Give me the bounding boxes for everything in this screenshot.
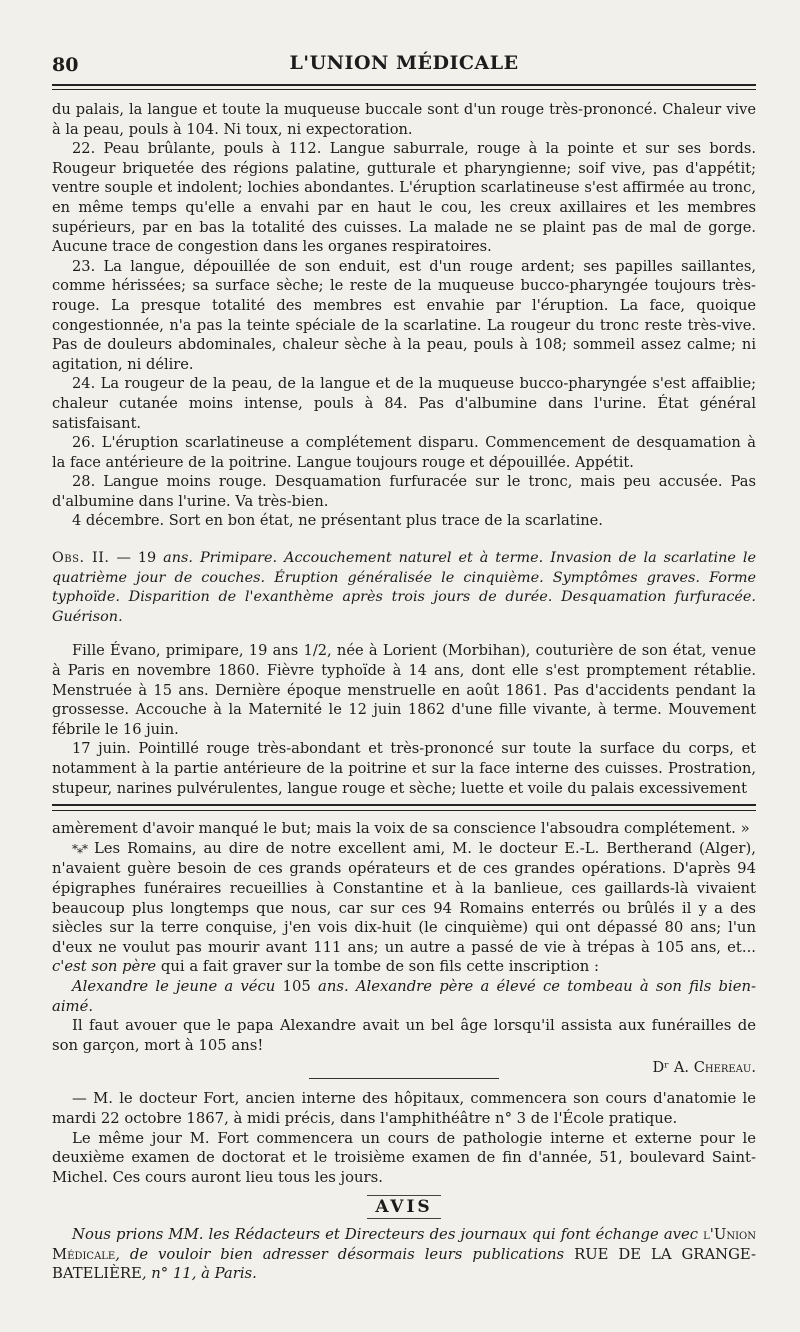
signature-prefix: Dʳ A.	[652, 1059, 690, 1077]
obs1-paragraph: 4 décembre. Sort en bon état, ne présentant plus trace de la scarlatine.	[72, 512, 603, 530]
avis-text-b: , de vouloir bien adresser désormais leurs publications	[115, 1245, 565, 1263]
avis-notice	[52, 1225, 756, 1284]
obs2-age: — 19	[109, 550, 164, 567]
obs1-paragraph: 23. La langue, dépouillée de son enduit, est d'un rouge ardent; ses papilles saillantes, comme hérissées; sa surface sèche; le reste de la muqueuse bucco-pharyngée toujours très-rouge. La presque totalité des membres est envahie par l'éruption. La face, quoique congestionnée, n'a pas la teinte spéciale de la scarlatine. La rougeur du tronc reste très-vive. Pas de douleurs abdominales, chaleur sèche à la peau, pouls à 108; sommeil assez calme; ni agitation, ni délire.	[52, 257, 756, 373]
obs2-summary: ans. Primipare. Accouchement naturel et à terme. Invasion de la scarlatine le quatrième jour de couches. Éruption généralisée le cinquième. Symptômes graves. Forme typhoïde. Disparition de l'exanthème après trois jours de durée. Desquamation furfuracée. Guérison.	[52, 550, 756, 625]
avis-heading	[52, 1195, 756, 1219]
feuilleton-italic: c'est son père	[52, 958, 157, 976]
obs2-paragraph: Fille Évano, primipare, 19 ans 1/2, née à Lorient (Morbihan), couturière de son état, venue à Paris en novembre 1860. Fièvre typhoïde à 14 ans, dont elle s'est promptement rétablie. Menstruée à 15 ans. Dernière époque menstruelle en août 1861. Pas d'accidents pendant la grossesse. Accouche à la Maternité le 12 juin 1862 d'une fille vivante, à terme. Mouvement fébrile le 16 juin.	[52, 642, 756, 738]
obs1-paragraph: 26. L'éruption scarlatineuse a complétement disparu. Commencement de desquamation à la face antérieure de la poitrine. Langue toujours rouge et dépouillée. Appétit.	[52, 434, 756, 471]
feuilleton-rule	[52, 804, 756, 811]
divider	[309, 1078, 499, 1079]
obs2-label: Obs. II.	[52, 550, 110, 567]
obs2-paragraph: 17 juin. Pointillé rouge très-abondant et très-prononcé sur toute la surface du corps, et notamment à la partie antérieure de la poitrine et sur la face interne des cuisses. Prostration, stupeur, narines pulvérulentes, langue rouge et sèche; luette et voile du palais excessivement	[52, 740, 756, 797]
obs1-paragraph: du palais, la langue et toute la muqueuse buccale sont d'un rouge très-prononcé. Chaleur vive à la peau, pouls à 104. Ni toux, ni expectoration.	[52, 101, 756, 138]
running-title: L'UNION MÉDICALE	[289, 52, 519, 74]
epitaph-part-b: ans. Alexandre père a élevé ce tombeau à son fils bien-aimé.	[52, 977, 756, 1015]
avis-title: AVIS	[367, 1195, 440, 1219]
feuilleton	[52, 819, 756, 1079]
page-header	[52, 0, 756, 84]
epitaph-part-a: Alexandre le jeune a vécu	[72, 977, 276, 995]
avis-text-a: Nous prions MM. les Rédacteurs et Directeurs des journaux qui font échange avec	[72, 1226, 699, 1244]
asterism-icon: *⁎*	[72, 841, 87, 856]
epitaph	[52, 977, 756, 1016]
epitaph-number: 105	[282, 977, 311, 995]
obs1-paragraph: 22. Peau brûlante, pouls à 112. Langue saburrale, rouge à la pointe et sur ses bords. Rougeur briquetée des régions palatine, gutturale et pharyngienne; soif vive, pas d'appétit; ventre souple et indolent; lochies abondantes. L'éruption scarlatineuse s'est affirmée au tronc, en même temps qu'elle a envahi par en haut le cou, les creux axillaires et les membres supérieurs, par en bas la totalité des cuisses. La malade ne se plaint pas de mal de gorge. Aucune trace de congestion dans les organes respiratoires.	[52, 140, 756, 256]
feuilleton-opening: amèrement d'avoir manqué le but; mais la voix de sa conscience l'absoudra complétement. »	[52, 820, 750, 838]
page-number: 80	[52, 54, 79, 76]
feuilleton-paragraph	[52, 839, 756, 977]
feuilleton-text: Les Romains, au dire de notre excellent ami, M. le docteur E.-L. Bertherand (Alger), n'avaient guère besoin de ces grands opérateurs et de ces grandes opérations. D'après 94 épigraphes funéraires recueillies à Constantine et à la banlieue, ces gaillards-là vivaient beaucoup plus longtemps que nous, car sur ces 94 Romains enterrés ou brûlés il y a des siècles sur la terre conquise, j'en vois dix-huit (le cinquième) qui ont dépassé 80 ans; l'un d'eux ne voulut pas mourir avant 111 ans; un autre a passé de vie à trépas à 105 ans, et...	[52, 839, 756, 956]
obs2-heading	[52, 549, 756, 627]
avis-text-c: , n° 11, à Paris.	[141, 1265, 257, 1283]
signature	[52, 1059, 756, 1076]
avis	[52, 1195, 756, 1284]
observation-2	[52, 549, 756, 798]
obs1-paragraph: 24. La rougeur de la peau, de la langue et de la muqueuse bucco-pharyngée s'est affaiblie; chaleur cutanée moins intense, pouls à 84. Pas d'albumine dans l'urine. État général satisfaisant.	[52, 375, 756, 432]
observation-1	[52, 100, 756, 531]
signature-name: Chereau.	[693, 1059, 756, 1077]
obs1-paragraph: 28. Langue moins rouge. Desquamation furfuracée sur le tronc, mais peu accusée. Pas d'albumine dans l'urine. Va très-bien.	[52, 473, 756, 510]
avis-address: RUE DE LA GRANGE-BATELIÈRE	[52, 1245, 756, 1283]
news-paragraph: Le même jour M. Fort commencera un cours de pathologie interne et externe pour le deuxième examen de doctorat et le troisième examen de fin d'année, 51, boulevard Saint-Michel. Ces cours auront lieu tous les jours.	[52, 1129, 756, 1186]
spacer	[52, 627, 756, 641]
header-rule	[52, 84, 756, 90]
feuilleton-text-end: qui a fait graver sur la tombe de son fils cette inscription :	[160, 958, 599, 976]
news-paragraph: — M. le docteur Fort, ancien interne des hôpitaux, commencera son cours d'anatomie le mardi 22 octobre 1867, à midi précis, dans l'amphithéâtre n° 3 de l'École pratique.	[52, 1090, 756, 1127]
news	[52, 1089, 756, 1187]
avis-journal: l'Union Médicale	[52, 1226, 756, 1263]
feuilleton-paragraph: Il faut avouer que le papa Alexandre avait un bel âge lorsqu'il assista aux funérailles de son garçon, mort à 105 ans!	[52, 1017, 756, 1054]
